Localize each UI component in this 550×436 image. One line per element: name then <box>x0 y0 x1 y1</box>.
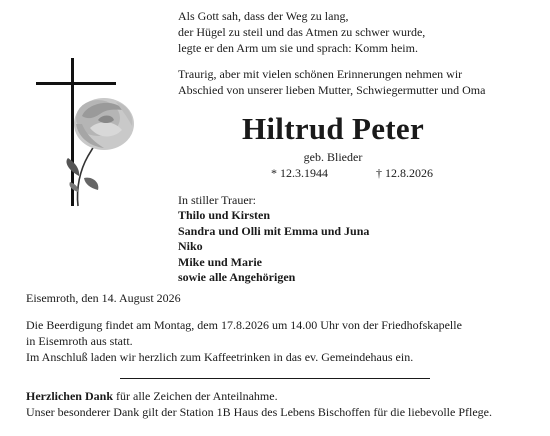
mourner-name: sowie alle Angehörigen <box>178 270 296 285</box>
thanks-rest: für alle Zeichen der Anteilnahme. <box>113 389 278 403</box>
mourner-name: Sandra und Olli mit Emma und Juna <box>178 223 370 238</box>
poem-line: der Hügel zu steil und das Atmen zu schwer wurde, <box>178 25 426 39</box>
mourner-name: Mike und Marie <box>178 254 262 269</box>
poem-line: legte er den Arm um sie und sprach: Komm heim. <box>178 41 418 55</box>
funeral-line: Die Beerdigung findet am Montag, dem 17.8.2026 um 14.00 Uhr von der Friedhofskapelle <box>26 318 462 332</box>
cross-with-rose-icon <box>28 58 158 208</box>
mourner-name: Thilo und Kirsten <box>178 208 271 223</box>
birth-name: geb. Blieder <box>303 150 363 164</box>
mourners-lead: In stiller Trauer: <box>178 193 256 207</box>
mourners-block <box>178 193 538 285</box>
intro-line: Traurig, aber mit vielen schönen Erinnerungen nehmen wir <box>178 67 463 81</box>
thanks-line-2: Unser besonderer Dank gilt der Station 1B Haus des Lebens Bischoffen für die liebevolle Pflege. <box>26 405 492 419</box>
death-date: † 12.8.2026 <box>376 166 433 180</box>
funeral-info <box>26 318 536 365</box>
funeral-line: Im Anschluß laden wir herzlich zum Kaffeetrinken in das ev. Gemeindehaus ein. <box>26 349 414 364</box>
thanks-line <box>26 388 541 404</box>
poem-line: Als Gott sah, dass der Weg zu lang, <box>178 9 349 23</box>
mourner-name: Niko <box>178 239 203 254</box>
poem <box>178 8 538 56</box>
deceased-name: Hiltrud Peter <box>241 111 425 146</box>
birth-date: * 12.3.1944 <box>271 166 328 180</box>
thanks-block <box>26 388 541 420</box>
thanks-bold: Herzlichen Dank <box>26 389 113 403</box>
place-date: Eisemroth, den 14. August 2026 <box>26 291 181 305</box>
funeral-line: in Eisemroth aus statt. <box>26 333 133 348</box>
intro-text <box>178 66 538 98</box>
cross-rose-emblem <box>28 58 158 208</box>
intro-line: Abschied von unserer lieben Mutter, Schwiegermutter und Oma <box>178 83 486 97</box>
divider <box>120 378 430 379</box>
